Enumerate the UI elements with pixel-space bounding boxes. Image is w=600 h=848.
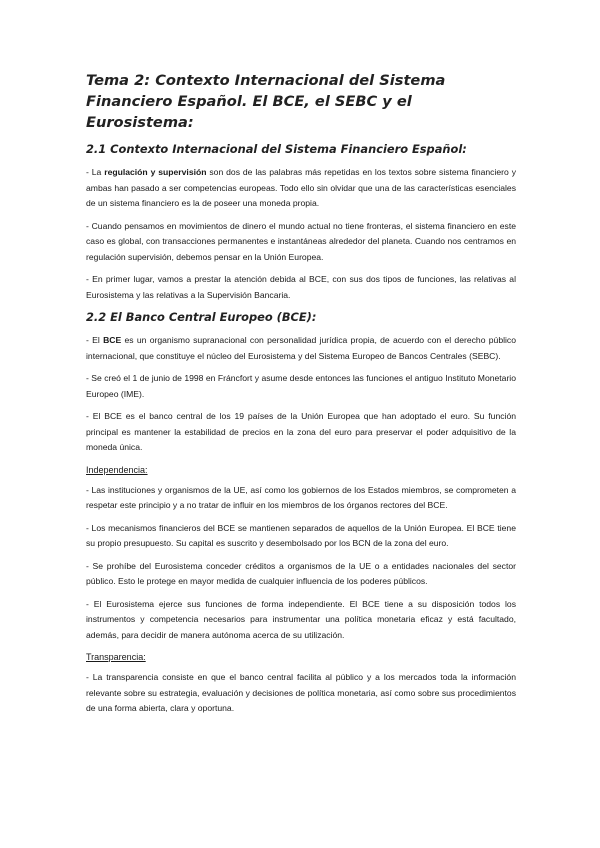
transparencia-paragraph-1: - La transparencia consiste en que el banco central facilita al público y a los mercados toda la información relevante sobre su estrategia, evaluación y decisiones de política monetaria, así como sobre sus procedimientos de una forma abierta, clara y oportuna. bbox=[86, 672, 516, 713]
section1-paragraph-1 bbox=[86, 165, 516, 212]
section1-paragraph-3: - En primer lugar, vamos a prestar la atención debida al BCE, con sus dos tipos de funciones, las relativas al Eurosistema y las relativas a la Supervisión Bancaria. bbox=[86, 274, 516, 300]
section1-heading: 2.1 Contexto Internacional del Sistema Financiero Español: bbox=[86, 142, 467, 156]
section1-paragraph-2: - Cuando pensamos en movimientos de dinero el mundo actual no tiene fronteras, el sistema financiero en este caso es global, con transacciones permanentes e instantáneas alrededor del planeta. Cuando nos centramos en regulación supervisión, debemos pensar en la Unión Europea. bbox=[86, 220, 516, 262]
section2-paragraph-2: - Se creó el 1 de junio de 1998 en Fráncfort y asume desde entonces las funciones el antiguo Instituto Monetario Europeo (IME). bbox=[86, 373, 516, 399]
text-prefix: - El bbox=[86, 335, 104, 345]
text-prefix: - La bbox=[86, 167, 105, 177]
bold-term: BCE bbox=[103, 335, 122, 345]
text-rest: son dos de las palabras más repetidas en los textos sobre sistema financiero y ambas han pasado a ser competencias europeas. Todo ello sin olvidar que una de las características esenciales de un sistema financiero es la de poseer una moneda propia. bbox=[86, 167, 516, 208]
independencia-heading: Independencia: bbox=[86, 464, 148, 475]
section2-paragraph-1 bbox=[86, 333, 516, 364]
bold-term: regulación y supervisión bbox=[104, 167, 207, 177]
document-title bbox=[86, 70, 516, 133]
independencia-paragraph-3: - Se prohíbe del Eurosistema conceder créditos a organismos de la UE o a entidades nacionales del sector público. Esto le protege en mayor medida de cualquier influencia de los poderes públicos. bbox=[86, 560, 516, 586]
title-lead: Tema 2: bbox=[86, 72, 151, 89]
independencia-paragraph-1: - Las instituciones y organismos de la UE, así como los gobiernos de los Estados miembros, se comprometen a respetar este principio y a no tratar de influir en los miembros de los órganos rectores del BCE. bbox=[86, 484, 516, 510]
independencia-paragraph-2: - Los mecanismos financieros del BCE se mantienen separados de aquellos de la Unión Europea. El BCE tiene su propio presupuesto. Su capital es suscrito y desembolsado por los BCN de la zona del euro. bbox=[86, 522, 516, 548]
document-page bbox=[86, 70, 516, 724]
independencia-paragraph-4: - El Eurosistema ejerce sus funciones de forma independiente. El BCE tiene a su disposición todos los instrumentos y competencia necesarios para instrumentar una política monetaria eficaz y está facultado, además, para decidir de manera autónoma acerca de su utilización. bbox=[86, 598, 516, 640]
section2-paragraph-3: - El BCE es el banco central de los 19 países de la Unión Europea que han adoptado el euro. Su función principal es mantener la estabilidad de precios en la zona del euro para preservar el poder adquisitivo de la moneda única. bbox=[86, 411, 516, 452]
text-rest: es un organismo supranacional con personalidad jurídica propia, de acuerdo con el derecho público internacional, que constituye el núcleo del Eurosistema y del Sistema Europeo de Bancos Centrales (SEBC). bbox=[86, 335, 516, 361]
title-rest: Contexto Internacional del Sistema Financiero Español. El BCE, el SEBC y el Eurosistema: bbox=[86, 72, 446, 131]
section2-heading: 2.2 El Banco Central Europeo (BCE): bbox=[86, 310, 317, 324]
transparencia-heading: Transparencia: bbox=[86, 652, 146, 662]
